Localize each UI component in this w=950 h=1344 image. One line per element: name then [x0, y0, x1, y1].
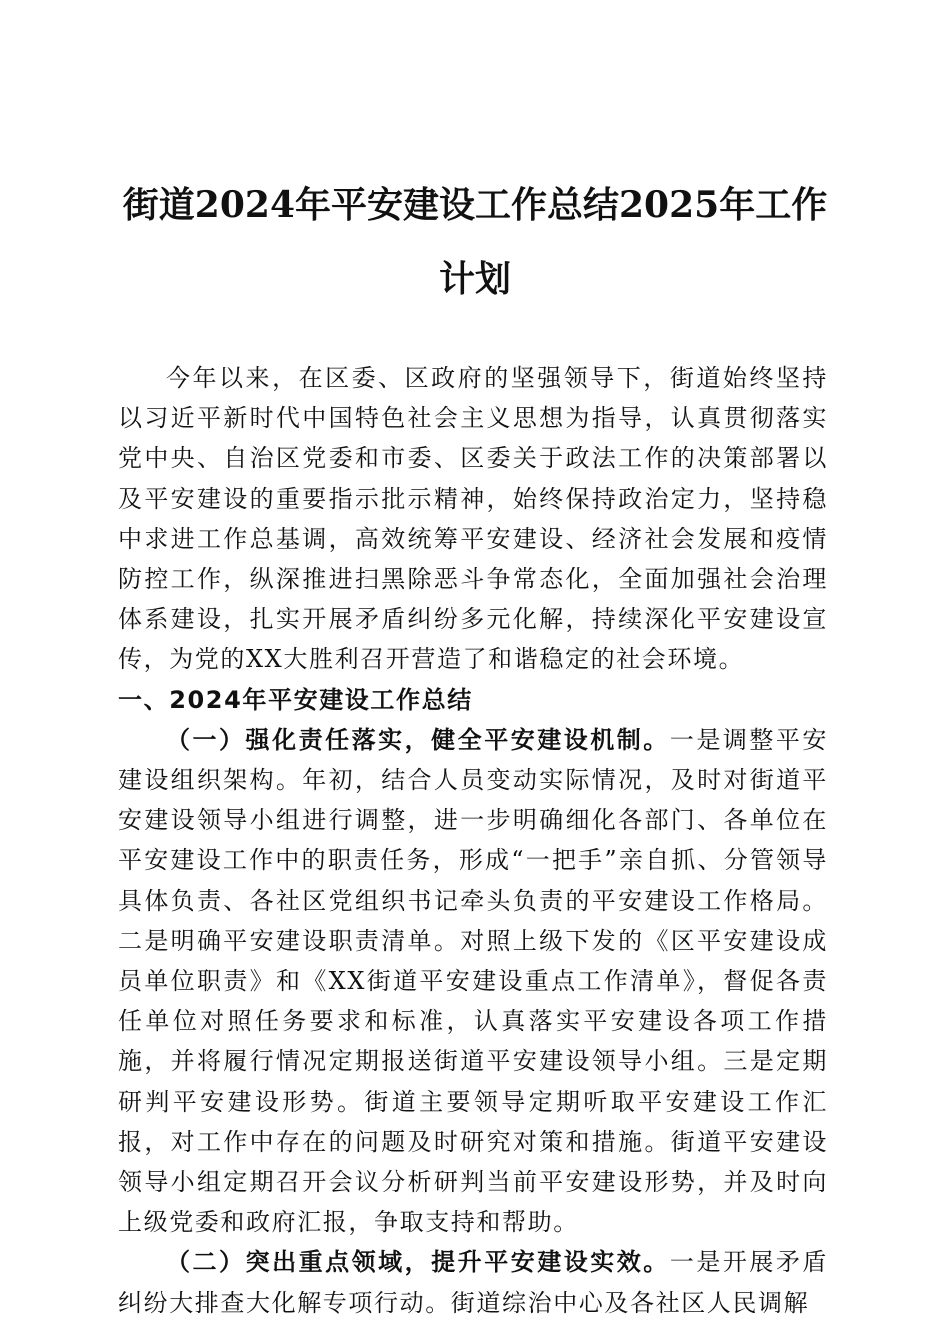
- section-heading-text: 一、2024年平安建设工作总结: [118, 685, 473, 714]
- subsection-1-lead: （一）强化责任落实，健全平安建设机制。: [166, 725, 670, 754]
- subsection-1-paragraph: [118, 720, 828, 1243]
- subsection-1-text: 一是调整平安建设组织架构。年初，结合人员变动实际情况，及时对街道平安建设领导小组进行调整，进一步明确细化各部门、各单位在平安建设工作中的职责任务，形成“一把手”亲自抓、分管领导具体负责、各社区党组织书记牵头负责的平安建设工作格局。二是明确平安建设职责清单。对照上级下发的《区平安建设成员单位职责》和《XX街道平安建设重点工作清单》，督促各责任单位对照任务要求和标准，认真落实平安建设各项工作措施，并将履行情况定期报送街道平安建设领导小组。三是定期研判平安建设形势。街道主要领导定期听取平安建设工作汇报，对工作中存在的问题及时研究对策和措施。街道平安建设领导小组定期召开会议分析研判当前平安建设形势，并及时向上级党委和政府汇报，争取支持和帮助。: [118, 725, 828, 1237]
- intro-paragraph: 今年以来，在区委、区政府的坚强领导下，街道始终坚持以习近平新时代中国特色社会主义思想为指导，认真贯彻落实党中央、自治区党委和市委、区委关于政法工作的决策部署以及平安建设的重要指示批示精神，始终保持政治定力，坚持稳中求进工作总基调，高效统筹平安建设、经济社会发展和疫情防控工作，纵深推进扫黑除恶斗争常态化，全面加强社会治理体系建设，扎实开展矛盾纠纷多元化解，持续深化平安建设宣传，为党的XX大胜利召开营造了和谐稳定的社会环境。: [118, 364, 828, 674]
- subsection-2-paragraph: [118, 1242, 828, 1322]
- document-title: 街道2024年平安建设工作总结2025年工作计划: [122, 184, 828, 300]
- document-body: [118, 358, 828, 1323]
- section-heading: [118, 680, 828, 720]
- subsection-2-text: 一是开展矛盾纠纷大排查大化解专项行动。街道综治中心及各社区人民调解: [118, 1248, 828, 1317]
- subsection-2-lead: （二）突出重点领域，提升平安建设实效。: [166, 1248, 670, 1277]
